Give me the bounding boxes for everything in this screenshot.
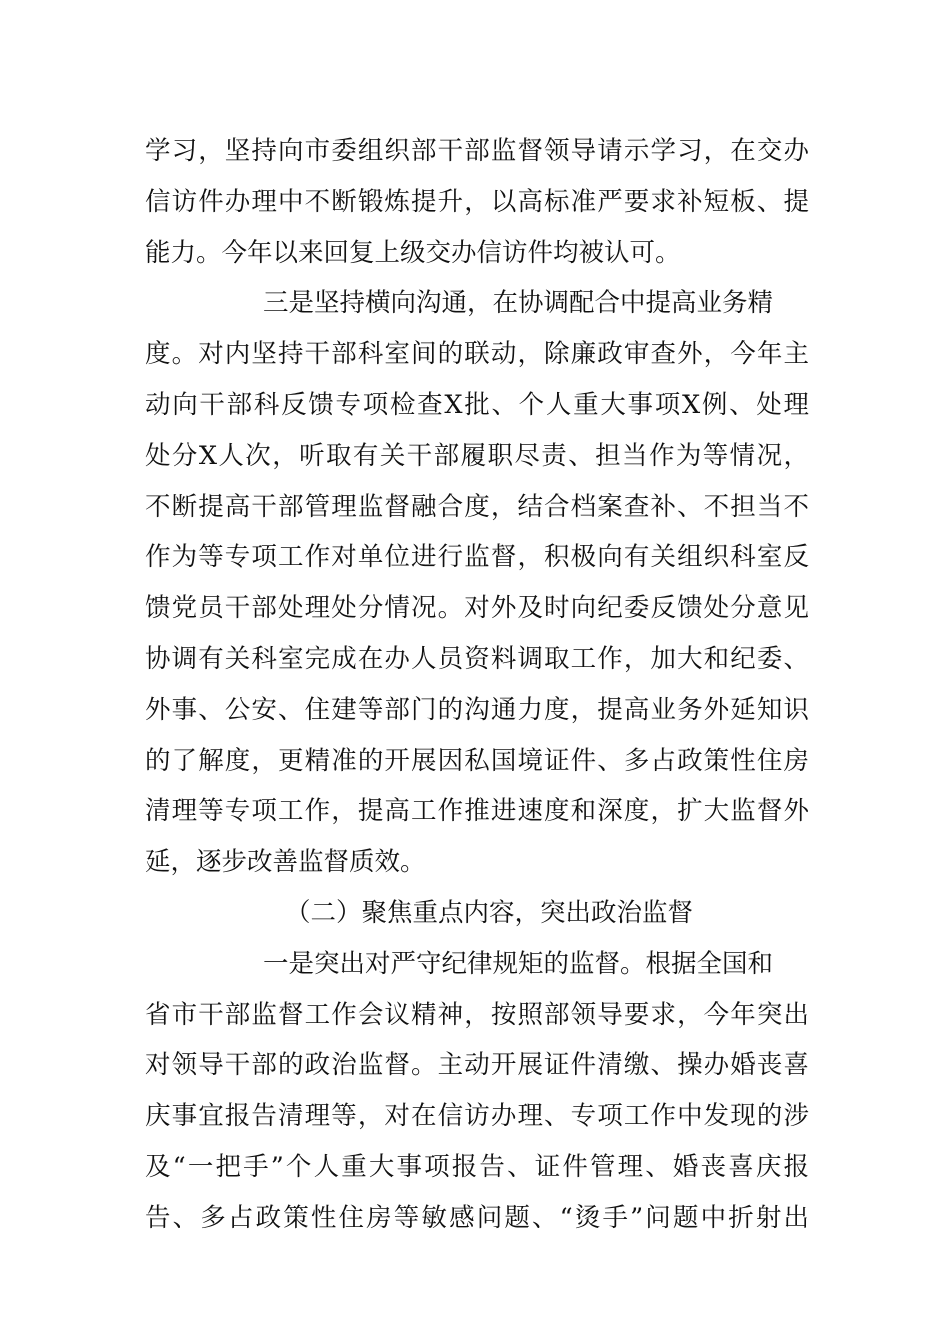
text-line: 清理等专项工作，提高工作推进速度和深度，扩大监督外 xyxy=(145,796,809,827)
paragraph-start-line: 一是突出对严守纪律规矩的监督。根据全国和 xyxy=(263,948,774,979)
text-line: 处分X人次，听取有关干部履职尽责、担当作为等情况， xyxy=(145,440,809,471)
text-line: 外事、公安、住建等部门的沟通力度，提高业务外延知识 xyxy=(145,694,809,725)
text-line: 信访件办理中不断锻炼提升，以高标准严要求补短板、提 xyxy=(145,186,809,217)
section-heading: （二）聚焦重点内容，突出政治监督 xyxy=(285,897,694,928)
text-line: 馈党员干部处理处分情况。对外及时向纪委反馈处分意见 xyxy=(145,593,809,624)
text-line: 学习，坚持向市委组织部干部监督领导请示学习，在交办 xyxy=(145,136,809,166)
text-line: 告、多占政策性住房等敏感问题、“烫手”问题中折射出 xyxy=(145,1202,809,1233)
paragraph-start-line: 三是坚持横向沟通，在协调配合中提高业务精 xyxy=(263,288,774,319)
text-line: 省市干部监督工作会议精神，按照部领导要求，今年突出 xyxy=(145,999,809,1030)
text-line: 庆事宜报告清理等，对在信访办理、专项工作中发现的涉 xyxy=(145,1101,809,1132)
text-line: 不断提高干部管理监督融合度，结合档案查补、不担当不 xyxy=(145,491,809,522)
text-line: 延，逐步改善监督质效。 xyxy=(145,847,426,878)
text-line: 协调有关科室完成在办人员资料调取工作，加大和纪委、 xyxy=(145,643,809,674)
text-line: 能力。今年以来回复上级交办信访件均被认可。 xyxy=(145,237,681,268)
text-line: 作为等专项工作对单位进行监督，积极向有关组织科室反 xyxy=(145,542,809,573)
text-line: 对领导干部的政治监督。主动开展证件清缴、操办婚丧喜 xyxy=(145,1050,809,1081)
text-line: 动向干部科反馈专项检查X批、个人重大事项X例、处理 xyxy=(145,389,809,420)
document-body xyxy=(145,126,809,1244)
text-line: 及“一把手”个人重大事项报告、证件管理、婚丧喜庆报 xyxy=(145,1151,809,1182)
text-line: 度。对内坚持干部科室间的联动，除廉政审查外，今年主 xyxy=(145,339,809,370)
text-line: 的了解度，更精准的开展因私国境证件、多占政策性住房 xyxy=(145,745,809,776)
